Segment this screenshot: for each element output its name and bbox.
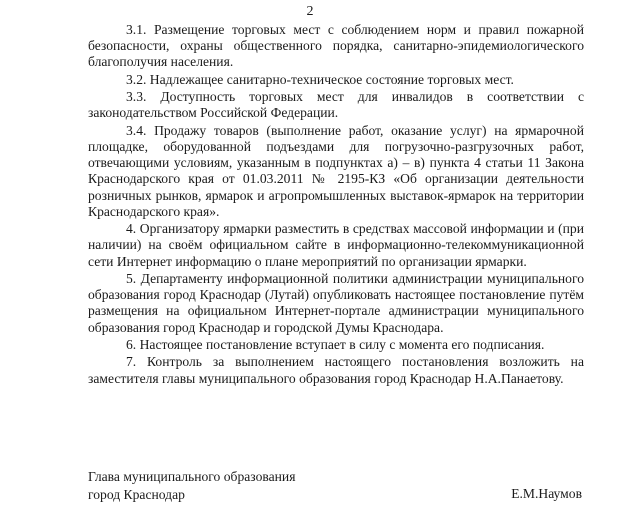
paragraph-4: 4. Организатору ярмарки разместить в средствах массовой информации и (при наличии) на своём официальном сайте в информационно-телекоммуникационной сети Интернет информацию о плане мероприятий по организации ярмарки. <box>88 221 584 269</box>
signature-title <box>88 468 295 504</box>
paragraph-3-1: 3.1. Размещение торговых мест с соблюдением норм и правил пожарной безопасности, охраны общественного порядка, санитарно-эпидемиологического благополучия населения. <box>88 22 584 70</box>
paragraph-3-4: 3.4. Продажу товаров (выполнение работ, оказание услуг) на ярмарочной площадке, оборудованной подъездами для погрузочно-разгрузочных работ, отвечающими условиям, указанным в подпунктах а) – в) пункта 4 статьи 11 Закона Краснодарского края от 01.03.2011 № 2195-КЗ «Об организации деятельности розничных рынков, ярмарок и агропромышленных выставок-ярмарок на территории Краснодарского края». <box>88 122 584 219</box>
page-number: 2 <box>306 4 314 19</box>
document-body <box>88 22 584 388</box>
signature-title-line-1: Глава муниципального образования <box>88 469 296 484</box>
paragraph-3-3: 3.3. Доступность торговых мест для инвалидов в соответствии с законодательством Российской Федерации. <box>88 89 584 121</box>
paragraph-5: 5. Департаменту информационной политики администрации муниципального образования город Краснодар (Лутай) опубликовать настоящее постановление путём размещения на официальном Интернет-портале администрации муниципального образования город Краснодар и городской Думы Краснодара. <box>88 270 584 335</box>
paragraph-3-2: 3.2. Надлежащее санитарно-техническое состояние торговых мест. <box>126 71 514 87</box>
paragraph-7: 7. Контроль за выполнением настоящего постановления возложить на заместителя главы муниципального образования город Краснодар Н.А.Панаетову. <box>88 354 584 386</box>
paragraph-6: 6. Настоящее постановление вступает в силу с момента его подписания. <box>126 336 545 352</box>
signature-title-line-2: город Краснодар <box>88 487 185 502</box>
signature-name: Е.М.Наумов <box>511 486 582 501</box>
